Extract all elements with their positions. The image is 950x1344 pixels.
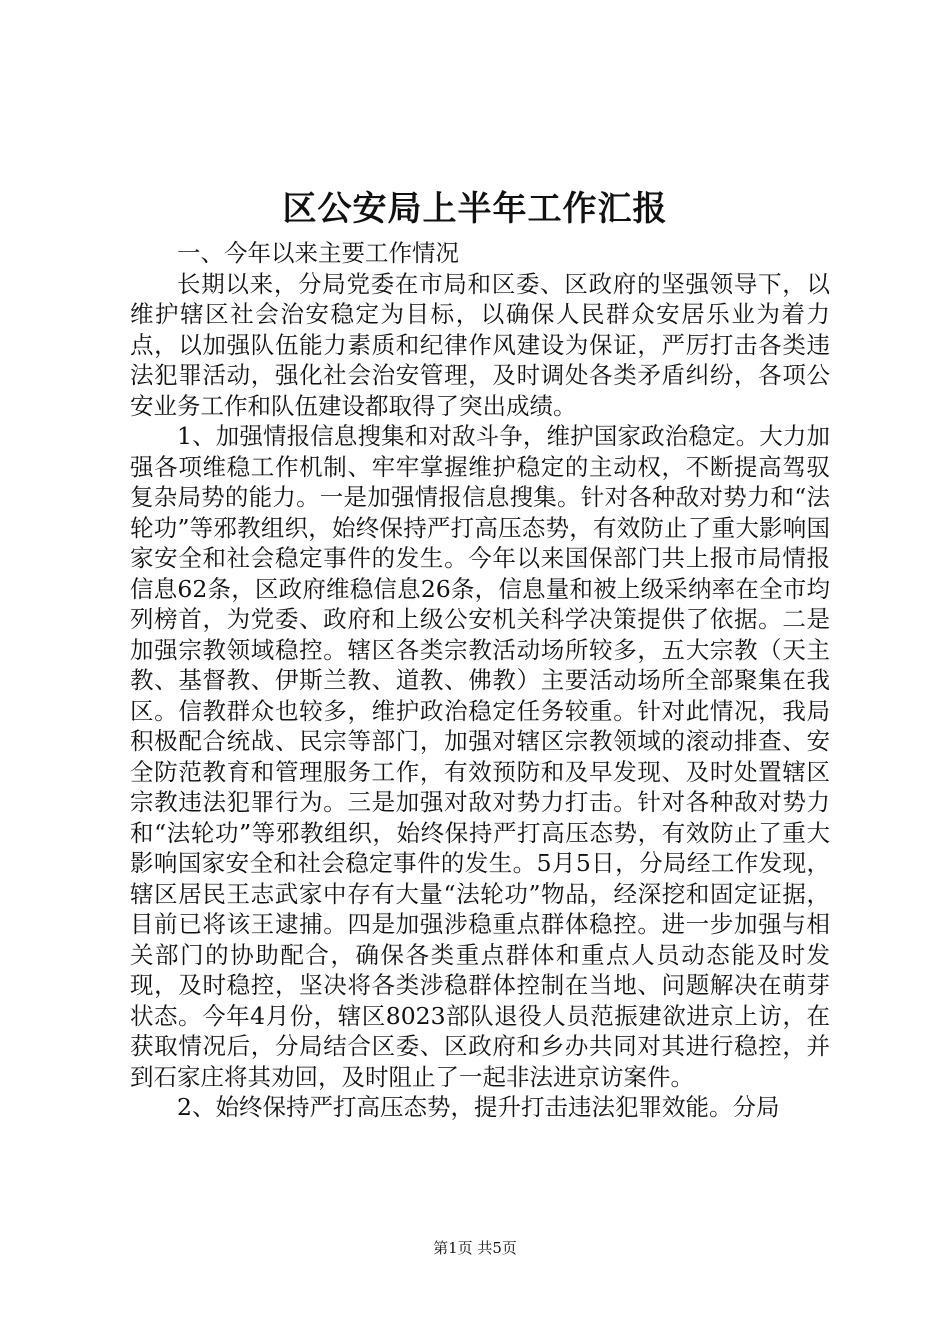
intro-paragraph: 长期以来，分局党委在市局和区委、区政府的坚强领导下，以维护辖区社会治安稳定为目标，以确保人民群众安居乐业为着力点，以加强队伍能力素质和纪律作风建设为保证，严厉打击各类违法犯罪活动，强化社会治安管理，及时调处各类矛盾纠纷，各项公安业务工作和队伍建设都取得了突出成绩。 — [130, 269, 830, 420]
page-footer: 第1页 共5页 — [433, 1239, 517, 1257]
document-title: 区公安局上半年工作汇报 — [282, 189, 668, 229]
section-heading: 一、今年以来主要工作情况 — [177, 239, 459, 267]
paragraph-item-1: 1、加强情报信息搜集和对敌斗争，维护国家政治稳定。大力加强各项维稳工作机制、牢牢掌握维护稳定的主动权，不断提高驾驭复杂局势的能力。一是加强情报信息搜集。针对各种敌对势力和“法轮功”等邪教组织，始终保持严打高压态势，有效防止了重大影响国家安全和社会稳定事件的发生。今年以来国保部门共上报市局情报信息62条，区政府维稳信息26条，信息量和被上级采纳率在全市均列榜首，为党委、政府和上级公安机关科学决策提供了依据。二是加强宗教领域稳控。辖区各类宗教活动场所较多，五大宗教（天主教、基督教、伊斯兰教、道教、佛教）主要活动场所全部聚集在我区。信教群众也较多，维护政治稳定任务较重。针对此情况，我局积极配合统战、民宗等部门，加强对辖区宗教领域的滚动排查、安全防范教育和管理服务工作，有效预防和及早发现、及时处置辖区宗教违法犯罪行为。三是加强对敌对势力打击。针对各种敌对势力和“法轮功”等邪教组织，始终保持严打高压态势，有效防止了重大影响国家安全和社会稳定事件的发生。5月5日，分局经工作发现，辖区居民王志武家中存有大量“法轮功”物品，经深挖和固定证据，目前已将该王逮捕。四是加强涉稳重点群体稳控。进一步加强与相关部门的协助配合，确保各类重点群体和重点人员动态能及时发现，及时稳控，坚决将各类涉稳群体控制在当地、问题解决在萌芽状态。今年4月份，辖区8023部队退役人员范振建欲进京上访，在获取情况后，分局结合区委、区政府和乡办共同对其进行稳控，并到石家庄将其劝回，及时阻止了一起非法进京访案件。 — [130, 422, 830, 1091]
document-body — [130, 238, 830, 1123]
paragraph-item-2: 2、始终保持严打高压态势，提升打击违法犯罪效能。分局 — [177, 1093, 780, 1121]
